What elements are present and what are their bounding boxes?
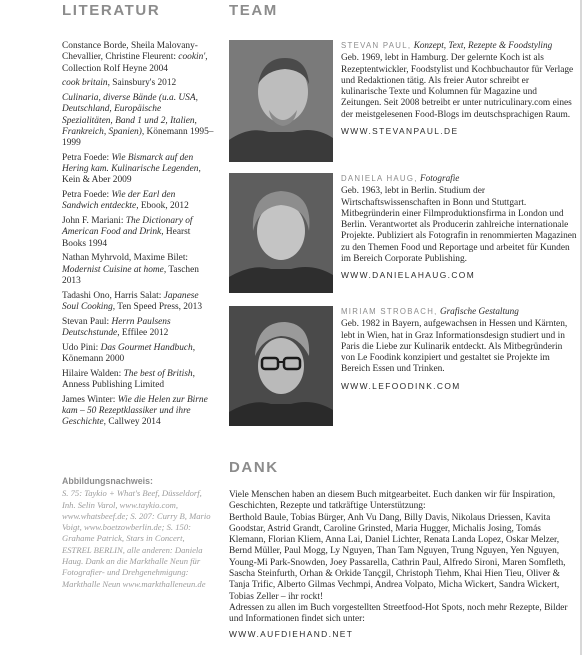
member-bio: Geb. 1982 in Bayern, aufgewachsen in Hessen und Kärnten, lebt in Wien, hat in Graz Informationsdesign studiert und in Paris die Liebe zur Kulinarik entdeckt. Als Mitbegründerin von Le Foodink konzipiert und gestaltet sie Projekte im Bereich Essen und Trinken. <box>341 319 568 375</box>
portrait-daniela-haug <box>229 173 333 293</box>
literature-item: cook britain, Sainsbury's 2012 <box>62 78 177 89</box>
image-credits <box>62 476 214 590</box>
dank-names: Berthold Baule, Tobias Bürger, Anh Vu Dang, Billy Davis, Nikolaus Driessen, Kavita Goodstar, Astrid Grandt, Caroline Grinsted, Maria Hugger, Michalis Josing, Tomás Klemann, Florian Kliem, Anna Lai, Daniel Lichter, Renata Landa Lopez, Oskar Melzer, Bernd Müller, Paul Mogg, Ly Nguyen, Than Tam Nguyen, Trung Nguyen, Yen Nguyen, Young-Mi Park-Snowden, Joey Passarella, Cathrin Paul, Alfredo Sironi, Maren Somfleth, Sascha Steinfurth, Orhan & Orkide Tançgil, Christoph Tiehm, Khai Hien Tieu, Oliver & Tanja Trific, Alberto Gilmas Vechmpi, Andrea Volpato, Micha Wickert, Sandra Wickert, Tobias Zeller – ihr rockt! <box>229 512 566 602</box>
credits-body: S. 75: Taykio + What's Beef, Düsseldorf, Inh. Selin Varol, www.taykio.com, www.whatsbeef.de; S. 207: Curry B, Mario Voigt, www.boetzowberlin.de; S. 150: Grahame Patrick, Stars in Concert, ESTREL BERLIN, alle anderen: Daniela Haug. Dank an die Markthalle Neun für Fotografier- und Drehgenehmigung: Markthalle Neun www.markthalleneun.de <box>62 488 211 589</box>
member-bio: Geb. 1963, lebt in Berlin. Studium der Wirtschaftswissenschaften in Bonn und Stuttgart. Mitbegründerin einer Filmproduktionsfirma in London und Berlin. Verantwortet als Producerin zahlreiche internationale Projekte. Publiziert als Fotografin in renommierten Magazinen zu den Themen Food und Reportage und arbeitet für Kunden im Bereich Corporate Publishing. <box>341 186 577 265</box>
member-heading <box>341 173 577 185</box>
dank-heading: DANK <box>229 459 279 476</box>
portrait-photo <box>229 173 333 293</box>
member-role: Fotografie <box>420 173 460 183</box>
portrait-miriam-strobach <box>229 306 333 426</box>
team-member-stevan-paul <box>341 40 577 137</box>
team-heading: TEAM <box>229 2 278 19</box>
literature-list <box>62 41 214 432</box>
credits-heading: Abbildungsnachweis: <box>62 476 153 486</box>
literatur-heading: LITERATUR <box>62 2 161 19</box>
literature-item: Tadashi Ono, Harris Salat: Japanese Soul Cooking, Ten Speed Press, 2013 <box>62 290 203 312</box>
literature-item: Constance Borde, Sheila Malovany-Chevallier, Christine Fleurent: cookin', Collection Rolf Heyne 2004 <box>62 41 208 74</box>
team-member-daniela-haug <box>341 173 577 282</box>
dank-intro: Viele Menschen haben an diesem Buch mitgearbeitet. Euch danken wir für Inspiration, Geschichten, Rezepte und tatkräftige Unterstützung: <box>229 490 556 512</box>
literature-item: Petra Foede: Wie der Earl den Sandwich entdeckte, Ebook, 2012 <box>62 190 189 212</box>
dank-website: WWW.AUFDIEHAND.NET <box>229 628 354 639</box>
portrait-stevan-paul <box>229 40 333 162</box>
member-website: WWW.LEFOODINK.COM <box>341 380 461 391</box>
member-role: Konzept, Text, Rezepte & Foodstyling <box>413 40 553 50</box>
literature-item: Culinaria, diverse Bände (u.a. USA, Deutschland, Europäische Spezialitäten, Band 1 und 2, Italien, Frankreich, Spanien), Könemann 1995–1999 <box>62 92 214 149</box>
literature-item: James Winter: Wie die Helen zur Birne kam – 50 Rezeptklassiker und ihre Geschichte, Callwey 2014 <box>62 394 208 428</box>
literature-item: Stevan Paul: Herrn Paulsens Deutschstunde, Effilee 2012 <box>62 316 171 338</box>
member-heading <box>341 40 577 52</box>
member-heading <box>341 306 577 318</box>
member-website: WWW.STEVANPAUL.DE <box>341 126 459 137</box>
member-name: MIRIAM STROBACH, <box>341 307 438 316</box>
member-website: WWW.DANIELAHAUG.COM <box>341 270 476 281</box>
literature-item: Hilaire Walden: The best of British, Anness Publishing Limited <box>62 368 195 390</box>
portrait-photo <box>229 40 333 162</box>
literature-item: Udo Pini: Das Gourmet Handbuch, Könemann 2000 <box>62 342 196 364</box>
member-bio: Geb. 1969, lebt in Hamburg. Der gelernte Koch ist als Rezeptentwickler, Foodstylist und Kochbuchautor für Verlage und Redaktionen tätig. Als freier Autor schreibt er kulinarische Texte und Kolumnen für Magazine und Zeitungen. Seit 2008 betreibt er unter nutriculinary.com eines der meistgelesenen Food-Blogs im deutschsprachigen Raum. <box>341 53 574 120</box>
member-name: DANIELA HAUG, <box>341 174 418 183</box>
literature-item: Petra Foede: Wie Bismarck auf den Hering kam. Kulinarische Legenden, Kein & Aber 2009 <box>62 152 201 186</box>
dank-section <box>229 490 577 640</box>
portrait-photo <box>229 306 333 426</box>
literature-item: Nathan Myhrvold, Maxime Bilet: Modernist Cuisine at home, Taschen 2013 <box>62 253 199 286</box>
member-role: Grafische Gestaltung <box>439 306 519 316</box>
member-name: STEVAN PAUL, <box>341 41 412 50</box>
dank-outro: Adressen zu allen im Buch vorgestellten Streetfood-Hot Spots, noch mehr Rezepte, Bilder und Informationen findet sich unter: <box>229 602 568 625</box>
team-member-miriam-strobach <box>341 306 577 392</box>
literature-item: John F. Mariani: The Dictionary of American Food and Drink, Hearst Books 1994 <box>62 216 193 249</box>
